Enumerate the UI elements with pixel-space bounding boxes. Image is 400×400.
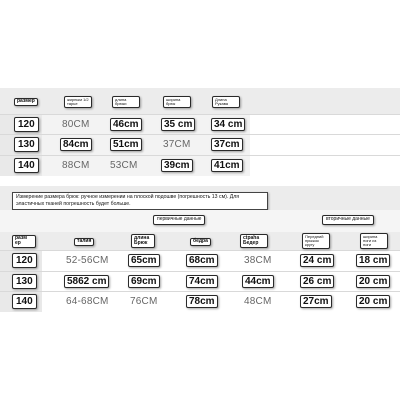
group-primary-label: первичные данные <box>153 212 205 228</box>
table2-cell: 64-68CM <box>66 296 109 307</box>
table2-row-size: 120 <box>12 254 37 267</box>
table2-cell: 68cm <box>186 254 218 267</box>
table1-row-size: 130 <box>14 138 39 151</box>
table1-cell: 84cm <box>60 138 92 151</box>
table2-header-1: талия <box>74 236 94 248</box>
table1-header-size: размер <box>14 96 38 108</box>
table1-gridline <box>0 114 400 115</box>
table2-cell: 76CM <box>130 296 158 307</box>
table2-row-size: 130 <box>12 275 37 288</box>
table1-header-1: жирным 1/2 тарье <box>64 93 92 111</box>
table1-cell: 88CM <box>62 160 90 171</box>
table2-header-6: ширина ноги из ноги <box>360 233 388 249</box>
table1-cell: 46cm <box>110 118 142 131</box>
table2-cell: 20 cm <box>356 295 390 308</box>
table2-header-size: разм ер <box>12 233 38 249</box>
table1-cell: 37CM <box>163 139 191 150</box>
table2-header-4: ctpaha Бедер <box>240 233 268 249</box>
table1-header-3: ширина брюк <box>163 93 191 111</box>
table2-cell: 48CM <box>244 296 272 307</box>
table2-cell: 27cm <box>300 295 332 308</box>
table2-cell: 26 cm <box>300 275 334 288</box>
table2-cell: 24 cm <box>300 254 334 267</box>
table2-header-5: Передний прыжок кругу <box>302 233 330 249</box>
table1-cell: 51cm <box>110 138 142 151</box>
table1-cell: 41cm <box>211 159 243 172</box>
table1-gridline <box>0 155 400 156</box>
table2-cell: 44cm <box>242 275 274 288</box>
table2-header-3: бедра <box>190 236 211 248</box>
table2-cell: 52-56CM <box>66 255 109 266</box>
table1-row-size: 120 <box>14 118 39 131</box>
table1-header-4: Длина Рукава <box>212 93 240 111</box>
table2-gridline <box>0 250 400 251</box>
table2-row-size: 140 <box>12 295 37 308</box>
table1-cell: 39cm <box>161 159 193 172</box>
group-secondary-label: вторичные данные <box>322 212 374 228</box>
size-table-top <box>0 88 400 176</box>
table1-cell: 37cm <box>211 138 243 151</box>
table2-cell: 18 cm <box>356 254 390 267</box>
table2-cell: 20 cm <box>356 275 390 288</box>
table2-cell: 5862 cm <box>64 275 109 288</box>
table2-cell: 78cm <box>186 295 218 308</box>
table2-cell: 69cm <box>128 275 160 288</box>
table2-gridline <box>0 271 400 272</box>
table2-cell: 74cm <box>186 275 218 288</box>
table1-header-band <box>0 88 400 114</box>
measurement-note: Измерение размера брюк: ручное измерении на плоской подошве (погрешность 13 см). Для эластичных тканей погрешность будет больше. <box>12 192 268 210</box>
table1-cell: 34 cm <box>211 118 245 131</box>
table2-header-2: длина Брюк <box>131 233 155 249</box>
size-table-bottom <box>0 186 400 312</box>
table1-gridline <box>0 134 400 135</box>
table1-cell: 80CM <box>62 119 90 130</box>
table1-cell: 35 cm <box>161 118 195 131</box>
table1-row-size: 140 <box>14 159 39 172</box>
table2-cell: 65cm <box>128 254 160 267</box>
table1-cell: 53CM <box>110 160 138 171</box>
table2-cell: 38CM <box>244 255 272 266</box>
table1-header-2: длина брюки <box>112 93 140 111</box>
table2-gridline <box>0 291 400 292</box>
